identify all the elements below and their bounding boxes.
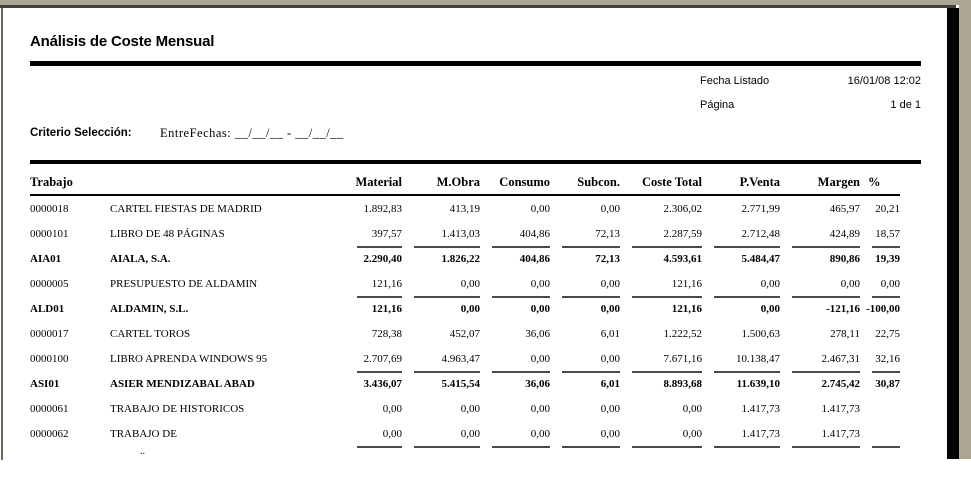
value-cell: 0,00 — [530, 427, 551, 440]
value-cell: 728,38 — [371, 327, 403, 340]
value-cell: 2.712,48 — [741, 227, 781, 240]
pagina-value: 1 de 1 — [890, 99, 921, 111]
value-cell: 0,00 — [682, 402, 703, 415]
value-cell: 278,11 — [830, 327, 861, 340]
value-cell: 20,21 — [875, 202, 901, 215]
value-cell: 121,16 — [671, 277, 703, 290]
value-cell: 36,06 — [480, 371, 550, 396]
table-row — [30, 321, 900, 346]
value-cell: 32,16 — [875, 352, 901, 365]
job-name-cell: LIBRO APRENDA WINDOWS 95 — [110, 352, 268, 365]
value-cell: 10.138,47 — [736, 352, 781, 365]
job-name-cell: .. — [140, 446, 145, 457]
page-shadow-right — [947, 8, 959, 459]
table-row-group-total — [30, 371, 900, 396]
value-cell: 424,89 — [829, 227, 861, 240]
window-right-frame — [959, 0, 971, 459]
value-cell: 0,00 — [880, 277, 901, 290]
column-header-material: Material — [345, 175, 402, 195]
job-name-cell: LIBRO DE 48 PÁGINAS — [110, 227, 225, 240]
value-cell: 3.436,07 — [345, 371, 402, 396]
value-cell: 0,00 — [600, 402, 621, 415]
job-code-cell: 0000100 — [30, 352, 69, 365]
value-cell: 1.417,73 — [741, 402, 781, 415]
value-cell: 0,00 — [382, 402, 403, 415]
value-cell: 0,00 — [682, 427, 703, 440]
value-cell: 2.467,31 — [821, 352, 861, 365]
column-header-percent: % — [860, 175, 900, 195]
pagina-label: Página — [700, 99, 735, 111]
job-name-cell: CARTEL FIESTAS DE MADRID — [110, 202, 262, 215]
value-cell: 2.707,69 — [363, 352, 403, 365]
value-cell: 2.771,99 — [741, 202, 781, 215]
value-cell — [860, 421, 900, 446]
value-cell: 11.639,10 — [702, 371, 780, 396]
criteria-label: Criterio Selección: — [30, 127, 132, 139]
job-code-cell: 0000018 — [30, 202, 69, 215]
job-code-cell: 0000005 — [30, 277, 69, 290]
value-cell: 890,86 — [780, 246, 860, 271]
value-cell: 5.415,54 — [402, 371, 480, 396]
value-cell: 0,00 — [702, 296, 780, 321]
value-cell: 7.671,16 — [663, 352, 703, 365]
value-cell: 0,00 — [600, 352, 621, 365]
value-cell: 0,00 — [402, 296, 480, 321]
value-cell: 404,86 — [519, 227, 551, 240]
fecha-listado-label: Fecha Listado — [700, 75, 770, 87]
job-code-cell — [30, 446, 110, 460]
column-header-subcon: Subcon. — [550, 175, 620, 195]
value-cell: 0,00 — [600, 277, 621, 290]
job-name-cell: AIALA, S.A. — [110, 252, 171, 265]
value-cell: 2.290,40 — [345, 246, 402, 271]
value-cell: 1.417,73 — [821, 402, 861, 415]
value-cell: 452,07 — [449, 327, 481, 340]
cost-analysis-table — [30, 175, 900, 460]
value-cell: 397,57 — [371, 227, 403, 240]
value-cell: 2.287,59 — [663, 227, 703, 240]
value-cell: 0,00 — [840, 277, 861, 290]
job-code-cell: 0000061 — [30, 402, 69, 415]
value-cell: 0,00 — [530, 352, 551, 365]
value-cell: -100,00 — [860, 296, 900, 321]
value-cell: 0,00 — [530, 277, 551, 290]
value-cell — [860, 396, 900, 421]
value-cell: 2.306,02 — [663, 202, 703, 215]
table-row — [30, 271, 900, 296]
column-header-coste-total: Coste Total — [620, 175, 702, 195]
table-row-partial — [30, 446, 900, 460]
value-cell: 8.893,68 — [620, 371, 702, 396]
value-cell: 1.500,63 — [741, 327, 781, 340]
value-cell: 465,97 — [829, 202, 861, 215]
value-cell: 18,57 — [875, 227, 901, 240]
value-cell: 404,86 — [480, 246, 550, 271]
value-cell: 6,01 — [600, 327, 621, 340]
value-cell: 0,00 — [550, 296, 620, 321]
job-name-cell: ASIER MENDIZABAL ABAD — [110, 377, 255, 390]
criteria-rule — [30, 160, 921, 164]
value-cell: 413,19 — [449, 202, 481, 215]
column-header-pventa: P.Venta — [702, 175, 780, 195]
value-cell — [402, 446, 480, 460]
value-cell — [620, 446, 702, 460]
value-cell: 6,01 — [550, 371, 620, 396]
value-cell: 0,00 — [600, 427, 621, 440]
job-name-cell: ALDAMIN, S.L. — [110, 302, 189, 315]
value-cell: 4.963,47 — [441, 352, 481, 365]
value-cell: 0,00 — [460, 402, 481, 415]
table-header-row — [30, 175, 900, 195]
value-cell: 1.826,22 — [402, 246, 480, 271]
job-name-cell: TRABAJO DE HISTORICOS — [110, 402, 245, 415]
value-cell: 0,00 — [480, 296, 550, 321]
job-code-cell: ASI01 — [30, 377, 60, 390]
value-cell: 121,16 — [371, 277, 403, 290]
column-header-trabajo: Trabajo — [30, 175, 345, 195]
value-cell: 22,75 — [875, 327, 901, 340]
report-title: Análisis de Coste Mensual — [30, 33, 215, 50]
table-row — [30, 221, 900, 246]
job-code-cell: ALD01 — [30, 302, 65, 315]
value-cell: 4.593,61 — [620, 246, 702, 271]
column-header-margen: Margen — [780, 175, 860, 195]
table-row-group-total — [30, 246, 900, 271]
value-cell: 121,16 — [345, 296, 402, 321]
job-name-cell: PRESUPUESTO DE ALDAMIN — [110, 277, 258, 290]
value-cell: 0,00 — [460, 427, 481, 440]
value-cell: 1.892,83 — [363, 202, 403, 215]
value-cell: 19,39 — [860, 246, 900, 271]
job-name-cell: TRABAJO DE — [110, 427, 177, 440]
value-cell: 2.745,42 — [780, 371, 860, 396]
table-row — [30, 396, 900, 421]
fecha-listado-value: 16/01/08 12:02 — [847, 75, 921, 87]
window-top-border — [0, 5, 956, 8]
value-cell: 0,00 — [460, 277, 481, 290]
table-row — [30, 421, 900, 446]
value-cell — [550, 446, 620, 460]
job-code-cell: 0000062 — [30, 427, 69, 440]
value-cell — [860, 446, 900, 460]
value-cell: 0,00 — [760, 277, 781, 290]
column-header-mobra: M.Obra — [402, 175, 480, 195]
value-cell: 72,13 — [550, 246, 620, 271]
value-cell: 121,16 — [620, 296, 702, 321]
value-cell — [345, 446, 402, 460]
value-cell — [780, 446, 860, 460]
value-cell: 1.417,73 — [821, 427, 861, 440]
value-cell: 1.413,03 — [441, 227, 481, 240]
job-code-cell: 0000101 — [30, 227, 69, 240]
value-cell: 1.222,52 — [663, 327, 703, 340]
job-code-cell: 0000017 — [30, 327, 69, 340]
title-rule — [30, 61, 921, 66]
job-name-cell: CARTEL TOROS — [110, 327, 191, 340]
value-cell: 0,00 — [600, 202, 621, 215]
value-cell: 0,00 — [382, 427, 403, 440]
value-cell: 1.417,73 — [741, 427, 781, 440]
value-cell: 30,87 — [860, 371, 900, 396]
table-row — [30, 346, 900, 371]
value-cell — [702, 446, 780, 460]
window-left-border — [1, 8, 3, 460]
value-cell: 36,06 — [525, 327, 551, 340]
value-cell: 72,13 — [595, 227, 621, 240]
report-table-body — [30, 195, 900, 460]
table-row — [30, 195, 900, 221]
value-cell — [480, 446, 550, 460]
column-header-consumo: Consumo — [480, 175, 550, 195]
value-cell: -121,16 — [780, 296, 860, 321]
criteria-value: EntreFechas: __/__/__ - __/__/__ — [160, 126, 344, 140]
job-code-cell: AIA01 — [30, 252, 62, 265]
table-row-group-total — [30, 296, 900, 321]
value-cell: 5.484,47 — [702, 246, 780, 271]
value-cell: 0,00 — [530, 402, 551, 415]
value-cell: 0,00 — [530, 202, 551, 215]
